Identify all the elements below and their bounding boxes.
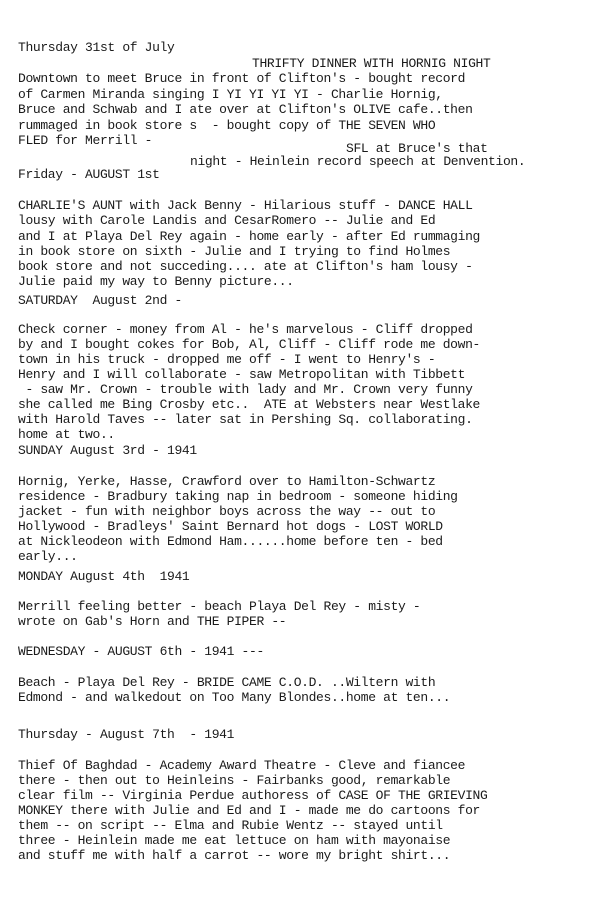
text-line: three - Heinlein made me eat lettuce on ham with mayonaise	[18, 833, 451, 848]
text-line: Downtown to meet Bruce in front of Clifton's - bought record	[18, 71, 466, 86]
text-line: wrote on Gab's Horn and THE PIPER --	[18, 614, 287, 629]
text-line: early...	[18, 549, 78, 564]
entry-date-august-2: SATURDAY August 2nd -	[18, 293, 182, 308]
text-line: SFL at Bruce's that	[346, 141, 488, 156]
text-line: Thief Of Baghdad - Academy Award Theatre - Cleve and fiancee	[18, 758, 466, 773]
text-line: them -- on script -- Elma and Rubie Wentz -- stayed until	[18, 818, 443, 833]
text-line: in book store on sixth - Julie and I trying to find Holmes	[18, 244, 451, 259]
text-line: there - then out to Heinleins - Fairbanks good, remarkable	[18, 773, 451, 788]
text-line: Edmond - and walkedout on Too Many Blondes..home at ten...	[18, 690, 451, 705]
text-line: by and I bought cokes for Bob, Al, Cliff - Cliff rode me down-	[18, 337, 480, 352]
entry-date-august-6: WEDNESDAY - AUGUST 6th - 1941 ---	[18, 644, 264, 659]
entry-date-august-3: SUNDAY August 3rd - 1941	[18, 443, 197, 458]
text-line: town in his truck - dropped me off - I went to Henry's -	[18, 352, 436, 367]
text-line: jacket - fun with neighbor boys across the way -- out to	[18, 504, 436, 519]
text-line: night - Heinlein record speech at Denvention.	[190, 154, 526, 169]
text-line: and stuff me with half a carrot -- wore my bright shirt...	[18, 848, 451, 863]
text-line: Henry and I will collaborate - saw Metropolitan with Tibbett	[18, 367, 466, 382]
text-line: Check corner - money from Al - he's marvelous - Cliff dropped	[18, 322, 473, 337]
text-line: and I at Playa Del Rey again - home early - after Ed rummaging	[18, 229, 480, 244]
text-line: rummaged in book store s - bought copy of THE SEVEN WHO	[18, 118, 436, 133]
text-line: CHARLIE'S AUNT with Jack Benny - Hilarious stuff - DANCE HALL	[18, 198, 473, 213]
text-line: home at two..	[18, 427, 115, 442]
text-line: clear film -- Virginia Perdue authoress of CASE OF THE GRIEVING	[18, 788, 488, 803]
text-line: at Nickleodeon with Edmond Ham......home before ten - bed	[18, 534, 443, 549]
text-line: FLED for Merrill -	[18, 133, 153, 148]
text-line: Bruce and Schwab and I ate over at Clifton's OLIVE cafe..then	[18, 102, 473, 117]
text-line: Hornig, Yerke, Hasse, Crawford over to Hamilton-Schwartz	[18, 474, 436, 489]
text-line: of Carmen Miranda singing I YI YI YI YI - Charlie Hornig,	[18, 87, 443, 102]
entry-date-august-7: Thursday - August 7th - 1941	[18, 727, 235, 742]
text-line: book store and not succeding.... ate at Clifton's ham lousy -	[18, 259, 473, 274]
text-line: Merrill feeling better - beach Playa Del Rey - misty -	[18, 599, 421, 614]
text-line: MONKEY there with Julie and Ed and I - made me do cartoons for	[18, 803, 480, 818]
text-line: residence - Bradbury taking nap in bedroom - someone hiding	[18, 489, 458, 504]
entry-date-august-4: MONDAY August 4th 1941	[18, 569, 190, 584]
text-line: - saw Mr. Crown - trouble with lady and Mr. Crown very funny	[18, 382, 473, 397]
text-line: with Harold Taves -- later sat in Pershing Sq. collaborating.	[18, 412, 473, 427]
text-line: lousy with Carole Landis and CesarRomero -- Julie and Ed	[18, 213, 436, 228]
entry-date-july-31: Thursday 31st of July	[18, 40, 175, 55]
text-line: she called me Bing Crosby etc.. ATE at Websters near Westlake	[18, 397, 480, 412]
text-line: Hollywood - Bradleys' Saint Bernard hot dogs - LOST WORLD	[18, 519, 443, 534]
entry-date-august-1: Friday - AUGUST 1st	[18, 167, 160, 182]
entry-heading: THRIFTY DINNER WITH HORNIG NIGHT	[252, 56, 491, 71]
text-line: Julie paid my way to Benny picture...	[18, 274, 294, 289]
text-line: Beach - Playa Del Rey - BRIDE CAME C.O.D. ..Wiltern with	[18, 675, 436, 690]
